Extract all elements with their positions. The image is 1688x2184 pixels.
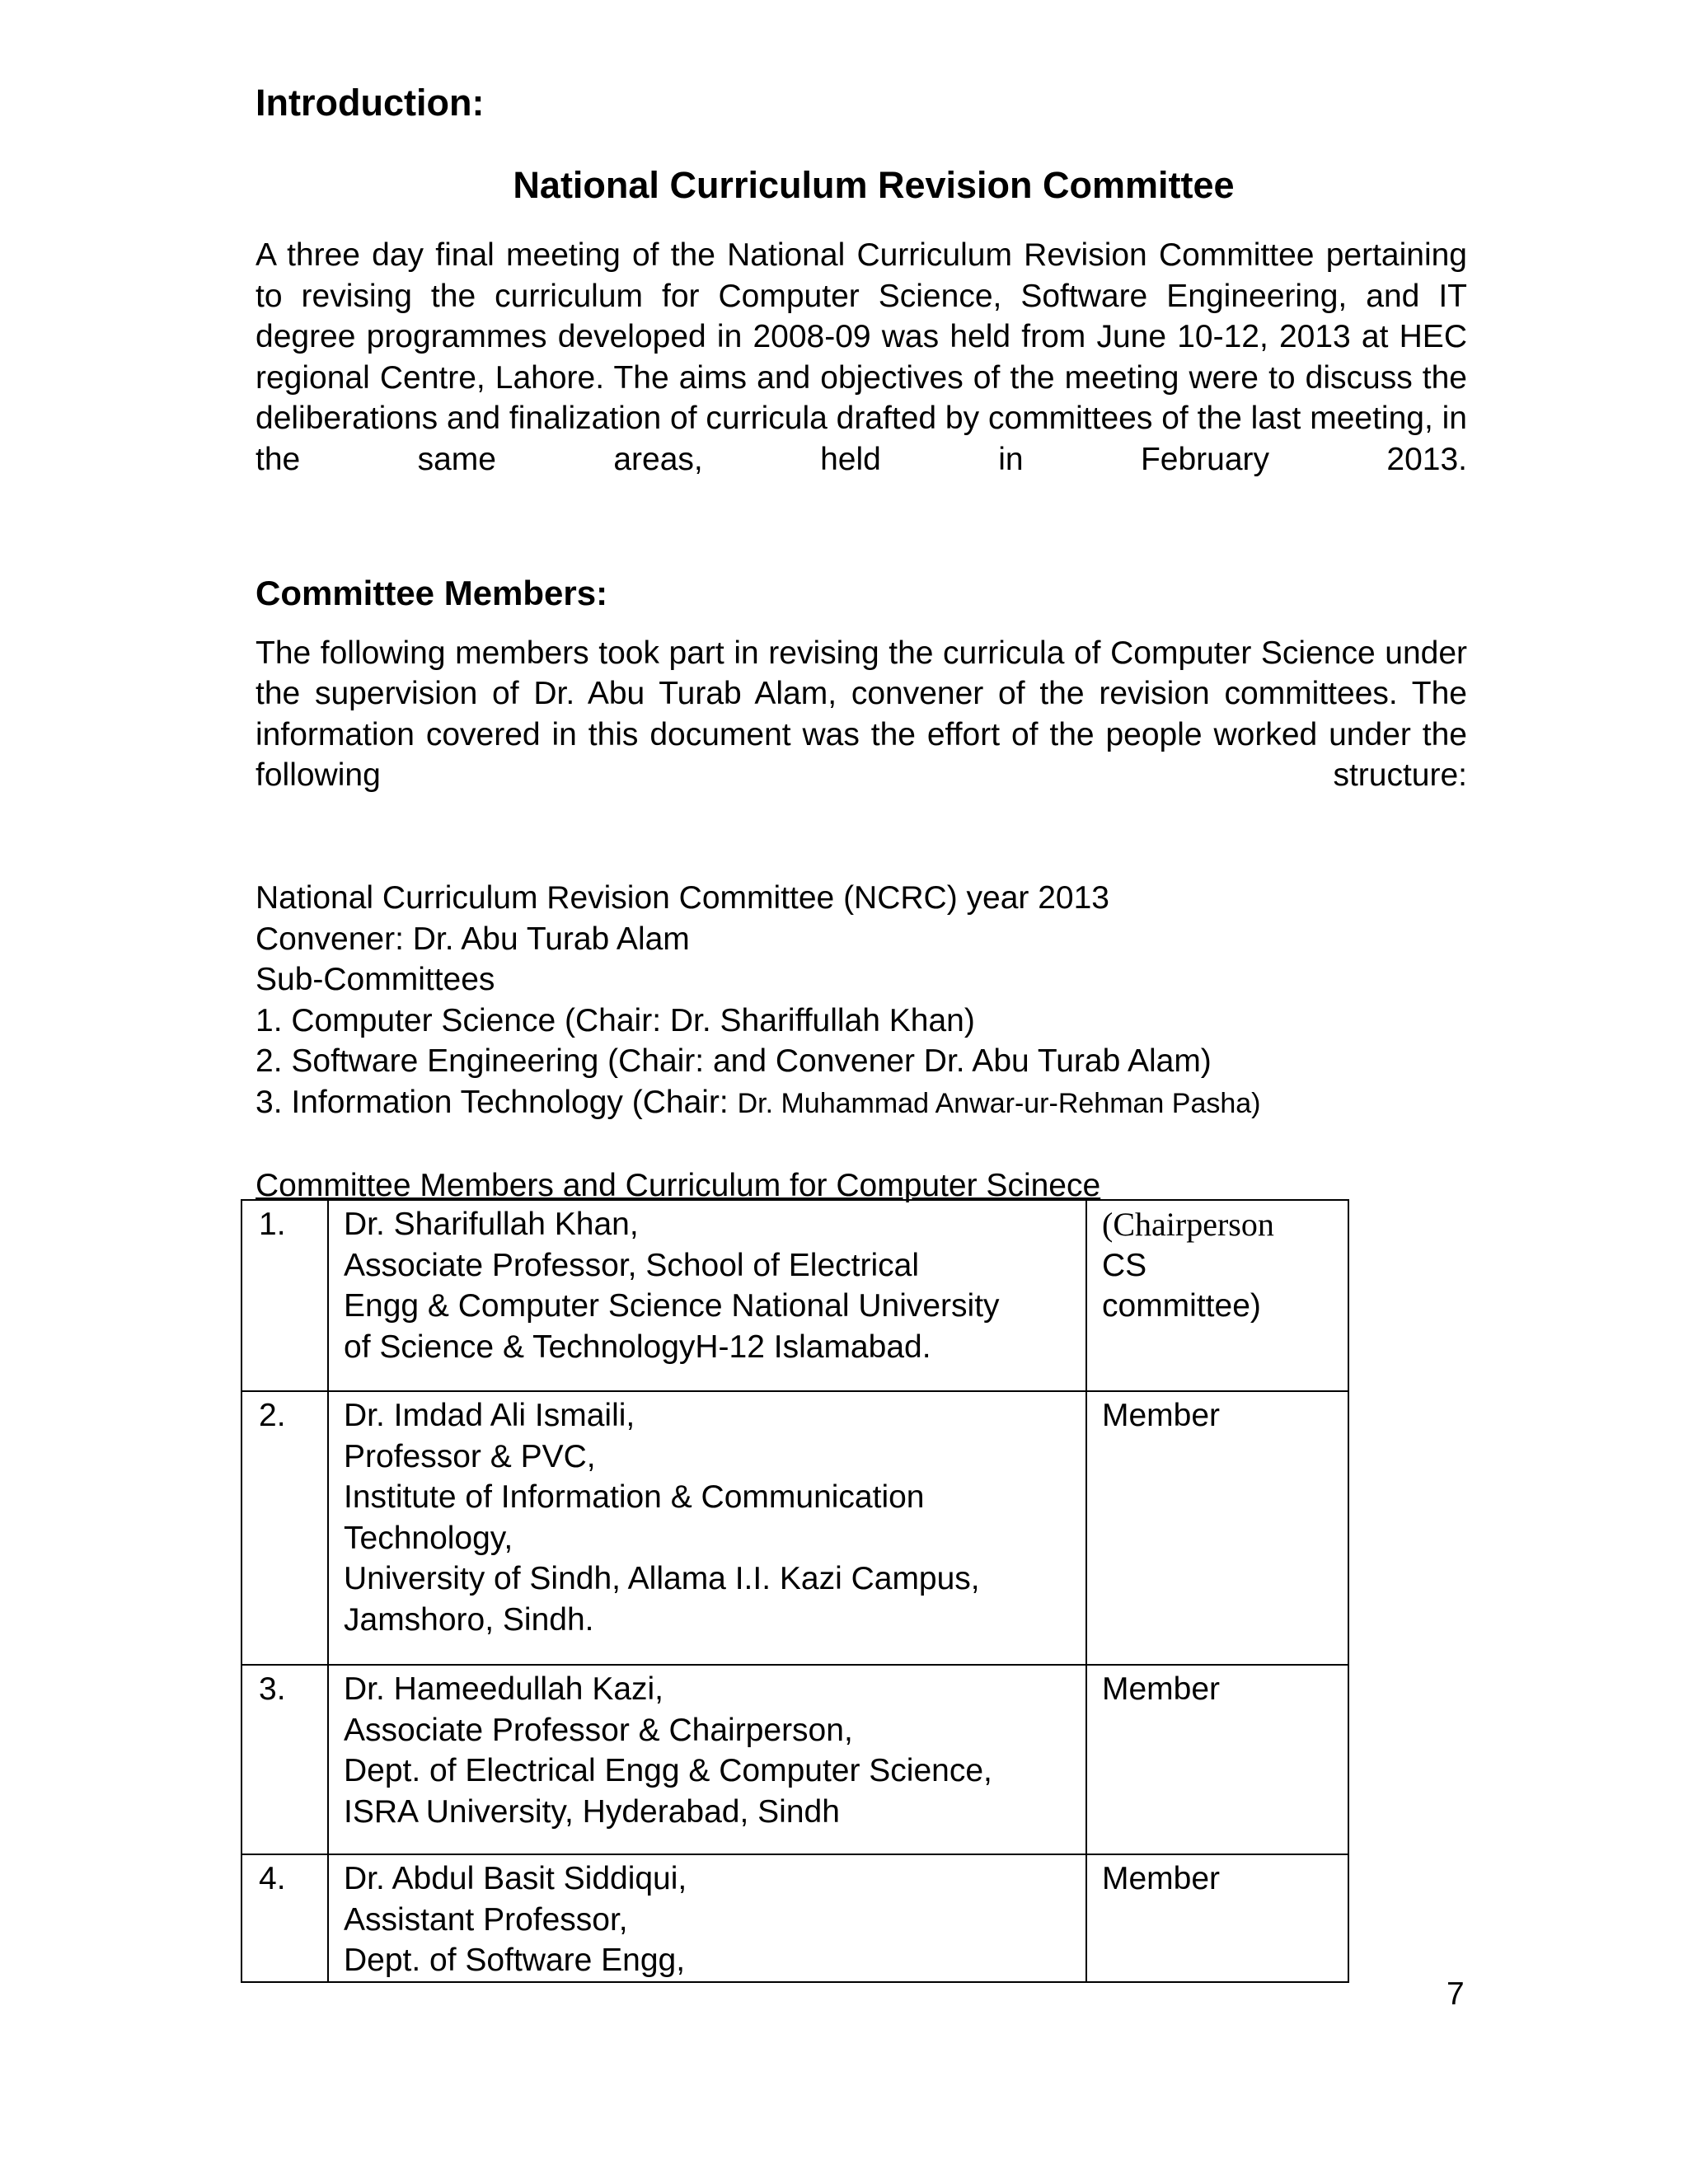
member-role [1086, 1200, 1348, 1391]
member-info [328, 1391, 1086, 1665]
structure-line-se: 2. Software Engineering (Chair: and Convener Dr. Abu Turab Alam) [256, 1043, 1212, 1079]
page-content [256, 78, 1467, 1207]
structure-line-ncrc: National Curriculum Revision Committee (NCRC) year 2013 [256, 880, 1109, 916]
member-line: of Science & TechnologyH-12 Islamabad. [344, 1329, 931, 1365]
member-line: ISRA University, Hyderabad, Sindh [344, 1793, 840, 1830]
structure-line-it-label: 3. Information Technology (Chair: [256, 1084, 738, 1120]
member-line: Technology, [344, 1520, 513, 1556]
member-line: Jamshoro, Sindh. [344, 1601, 594, 1638]
member-number: 3. [241, 1665, 328, 1854]
member-number: 1. [241, 1200, 328, 1391]
member-role-line: CS [1102, 1247, 1147, 1283]
member-role-line: committee) [1102, 1288, 1261, 1324]
structure-line-it-chair: Dr. Muhammad Anwar-ur-Rehman Pasha) [737, 1087, 1261, 1119]
members-paragraph: The following members took part in revising the curricula of Computer Science under the supervision of Dr. Abu Turab Alam, convener of the revision committees. The information covered in this document was the effort of the people worked under the following structure: [256, 635, 1467, 793]
member-line: University of Sindh, Allama I.I. Kazi Campus, [344, 1561, 980, 1596]
member-role: Member [1086, 1854, 1348, 1982]
member-line: Dept. of Electrical Engg & Computer Science, [344, 1753, 992, 1788]
structure-line-it [256, 1082, 1467, 1125]
member-info [328, 1665, 1086, 1854]
table-row [241, 1391, 1348, 1665]
member-line: Engg & Computer Science National University [344, 1288, 1000, 1324]
member-line: Associate Professor, School of Electrical [344, 1247, 919, 1283]
committee-members-heading: Committee Members: [256, 573, 608, 612]
member-line: Associate Professor & Chairperson, [344, 1712, 853, 1748]
structure-line-subcommittees: Sub-Committees [256, 962, 495, 997]
table-row [241, 1854, 1348, 1982]
table-row [241, 1665, 1348, 1854]
member-number: 4. [241, 1854, 328, 1982]
committee-structure [256, 878, 1467, 1124]
member-line: Dr. Hameedullah Kazi, [344, 1671, 664, 1707]
structure-line-convener: Convener: Dr. Abu Turab Alam [256, 921, 690, 957]
member-line: Dr. Imdad Ali Ismaili, [344, 1398, 635, 1433]
member-role-line: (Chairperson [1102, 1206, 1274, 1243]
members-table [241, 1199, 1349, 1983]
member-role: Member [1086, 1391, 1348, 1665]
member-role: Member [1086, 1665, 1348, 1854]
intro-paragraph: A three day final meeting of the National Curriculum Revision Committee pertaining to revising the curriculum for Computer Science, Software Engineering, and IT degree programmes developed in 2008-09 was held from June 10-12, 2013 at HEC regional Centre, Lahore. The aims and objectives of the meeting were to discuss the deliberations and finalization of curricula drafted by committees of the last meeting, in the same areas, held in February 2013. [256, 237, 1467, 477]
member-line: Dr. Sharifullah Khan, [344, 1207, 639, 1242]
cs-committee-heading: Committee Members and Curriculum for Computer Scinece [256, 1168, 1101, 1203]
member-info [328, 1854, 1086, 1982]
document-title: National Curriculum Revision Committee [513, 164, 1235, 206]
introduction-heading: Introduction: [256, 82, 485, 124]
structure-line-cs: 1. Computer Science (Chair: Dr. Shariffullah Khan) [256, 1002, 975, 1038]
member-line: Assistant Professor, [344, 1901, 628, 1938]
member-line: Dept. of Software Engg, [344, 1943, 686, 1978]
table-row [241, 1200, 1348, 1391]
member-line: Institute of Information & Communication [344, 1479, 925, 1515]
page-number: 7 [1447, 1976, 1465, 2012]
member-line: Dr. Abdul Basit Siddiqui, [344, 1861, 687, 1896]
member-line: Professor & PVC, [344, 1438, 596, 1474]
member-number: 2. [241, 1391, 328, 1665]
member-info [328, 1200, 1086, 1391]
